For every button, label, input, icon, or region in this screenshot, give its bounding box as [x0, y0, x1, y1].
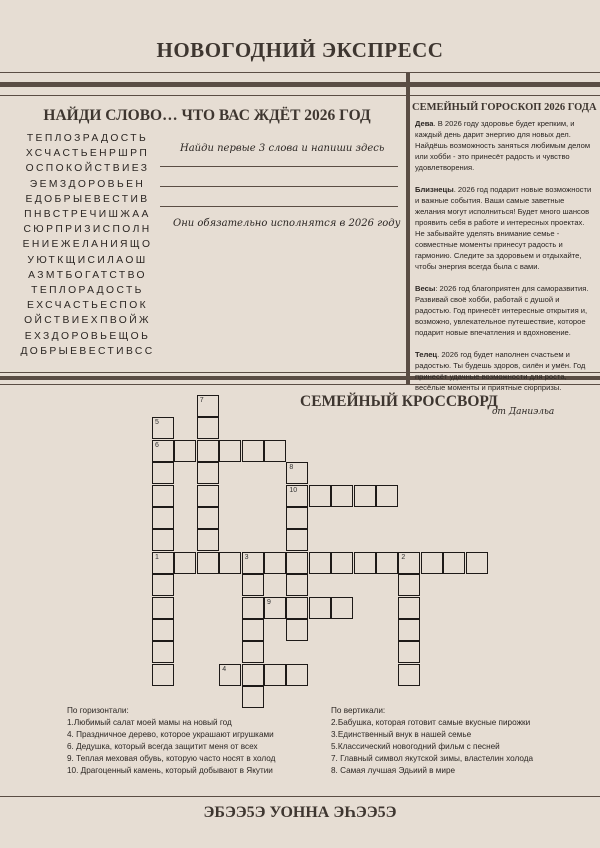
wordsearch-row: УЮТКЩИСИЛАОШ [27, 254, 148, 266]
footer-text: ЭБЭЭ5Э УОННА ЭҺЭЭ5Э [203, 804, 397, 821]
clue: 9. Теплая меховая обувь, которую часто носят в холод [67, 754, 276, 763]
hint-bottom: Они обязательно исполнятся в 2026 году [173, 218, 401, 229]
crossword-cell[interactable] [398, 552, 420, 574]
crossword-cell[interactable] [309, 485, 331, 507]
clue-number: 3 [244, 553, 249, 561]
horoscope-title: СЕМЕЙНЫЙ ГОРОСКОП 2026 ГОДА [412, 102, 597, 113]
crossword-cell[interactable] [443, 552, 465, 574]
crossword-cell[interactable] [242, 597, 264, 619]
crossword-cell[interactable] [398, 574, 420, 596]
page-title: НОВОГОДНИЙ ЭКСПРЕСС [156, 38, 444, 62]
sign-name: Близнецы [415, 185, 454, 194]
crossword-cell[interactable] [309, 552, 331, 574]
crossword-cell[interactable] [286, 574, 308, 596]
crossword-cell[interactable] [286, 462, 308, 484]
horoscope-entry [415, 349, 595, 393]
crossword-cell[interactable] [286, 507, 308, 529]
wordsearch-row: АЗМТБОГАТСТВО [28, 269, 147, 281]
clue: 1.Любимый салат моей мамы на новый год [67, 718, 232, 727]
crossword-cell[interactable] [354, 552, 376, 574]
clue-number: 6 [155, 441, 159, 449]
sign-text: . В 2026 году здоровье будет крепким, и каждый день дарит энергию для новых дел. Найдёшь возможность заняться любимым делом или хобби - это принесёт радость и чувство удовлетворения. [415, 119, 591, 172]
crossword-cell[interactable] [152, 664, 174, 686]
divider [0, 72, 600, 73]
crossword-author: от Даниэльа [492, 407, 555, 417]
crossword-cell[interactable] [152, 597, 174, 619]
crossword-cell[interactable] [309, 597, 331, 619]
clue: 4. Праздничное дерево, которое украшают игрушками [67, 730, 274, 739]
wordsearch-row: ТЕПЛОРАДОСТЬ [31, 285, 144, 297]
crossword-cell[interactable] [331, 597, 353, 619]
wordsearch-title: НАЙДИ СЛОВО… ЧТО ВАС ЖДЁТ 2026 ГОД [43, 107, 371, 124]
crossword-cell[interactable] [197, 552, 219, 574]
clue-number: 4 [222, 665, 227, 673]
crossword-cell[interactable] [152, 529, 174, 551]
answer-line[interactable] [160, 206, 398, 207]
horoscope-entry [415, 118, 595, 173]
crossword-cell[interactable] [398, 664, 420, 686]
crossword-cell[interactable] [152, 440, 174, 462]
crossword-cell[interactable] [174, 440, 196, 462]
wordsearch-row: ОСПОКОЙСТВИЕЗ [25, 163, 150, 175]
crossword-cell[interactable] [466, 552, 488, 574]
sign-text: . 2026 год будет наполнен счастьем и радостью. Ты будешь здоров, силён и умён. Год принесёт удачные возможности для роста, весёлые моменты и приятные сюрпризы. [415, 350, 586, 392]
crossword-cell[interactable] [152, 485, 174, 507]
wordsearch-row: ПНВСТРЕЧИШЖАА [24, 209, 151, 221]
crossword-cell[interactable] [242, 641, 264, 663]
crossword-cell[interactable] [197, 417, 219, 439]
clue-number: 2 [401, 553, 406, 561]
wordsearch-grid [20, 131, 155, 359]
horoscope-entry [415, 283, 595, 338]
crossword-cell[interactable] [152, 619, 174, 641]
clue-number: 9 [267, 598, 271, 606]
crossword-cell[interactable] [376, 485, 398, 507]
crossword-cell[interactable] [286, 485, 308, 507]
clues-down [331, 705, 533, 777]
crossword-title: СЕМЕЙНЫЙ КРОССВОРД [300, 393, 498, 410]
crossword-cell[interactable] [331, 485, 353, 507]
divider [0, 82, 600, 87]
crossword-cell[interactable] [174, 552, 196, 574]
crossword-cell[interactable] [219, 664, 241, 686]
wordsearch-row: ЕХЗДОРОВЬЕЩОЬ [24, 330, 151, 342]
crossword-cell[interactable] [152, 552, 174, 574]
wordsearch-row: ХСЧАСТЬЕНРШРП [25, 148, 150, 160]
crossword-cell[interactable] [197, 440, 219, 462]
answer-line[interactable] [160, 166, 398, 167]
clue-number: 10 [289, 486, 298, 494]
crossword-cell[interactable] [219, 552, 241, 574]
wordsearch-row: ТЕПЛОЗРАДОСТЬ [26, 133, 149, 144]
crossword-cell[interactable] [152, 462, 174, 484]
clue-number: 8 [289, 464, 294, 472]
sign-text: . 2026 год подарит новые возможности и важные события. Ваши самые заветные желания могут исполниться! Будет много шансов проявить себя в работе и интересных проектах. Не забывайте уделять внимание семье - совместные моменты принесут радость и гармонию. Следите за здоровьем и отдыхайте, чтобы энергия всегда была с вами. [415, 185, 592, 271]
crossword-cell[interactable] [398, 641, 420, 663]
wordsearch-row: СЮРПРИЗИСПОЛН [23, 224, 152, 236]
clues-down-title: По вертикали: [331, 706, 386, 715]
clues-across-title: По горизонтали: [67, 706, 129, 715]
crossword-cell[interactable] [264, 440, 286, 462]
crossword-cell[interactable] [286, 597, 308, 619]
divider [0, 95, 600, 96]
crossword-cell[interactable] [152, 417, 174, 439]
wordsearch-row: ЕХСЧАСТЬЕСПОК [26, 300, 149, 312]
wordsearch-row: ЭЕМЗДОРОВЬЕН [29, 178, 146, 190]
crossword-cell[interactable] [331, 552, 353, 574]
clue: 7. Главный символ якутской зимы, властелин холода [331, 754, 534, 763]
clue: 3.Единственный внук в нашей семье [331, 730, 472, 739]
wordsearch-row: ОЙСТВИЕХПВОЙЖ [24, 315, 151, 327]
clue-number: 1 [155, 553, 159, 561]
crossword-cell[interactable] [398, 597, 420, 619]
crossword-cell[interactable] [264, 597, 286, 619]
clue: 8. Самая лучшая Эдьиий в мире [331, 766, 456, 775]
sign-name: Весы [415, 284, 436, 293]
crossword-cell[interactable] [152, 574, 174, 596]
clue: 5.Классический новогодний фильм с песней [331, 742, 500, 751]
crossword-cell[interactable] [197, 485, 219, 507]
horoscope-entry [415, 184, 595, 272]
clue-number: 7 [199, 397, 204, 404]
crossword-cell[interactable] [197, 462, 219, 484]
crossword-cell[interactable] [286, 529, 308, 551]
crossword-cell[interactable] [197, 507, 219, 529]
hint-top: Найди первые 3 слова и напиши здесь [180, 143, 385, 154]
crossword-cell[interactable] [376, 552, 398, 574]
crossword-cell[interactable] [152, 507, 174, 529]
wordsearch-row: ЕДОБРЫЕВЕСТИВ [25, 193, 150, 205]
clues-across [67, 705, 275, 777]
horoscope-list [415, 118, 595, 404]
crossword-cell[interactable] [242, 552, 264, 574]
sign-name: Дева [415, 119, 434, 128]
divider [406, 72, 410, 385]
clue: 2.Бабушка, которая готовит самые вкусные пирожки [331, 718, 531, 727]
crossword-cell[interactable] [197, 395, 219, 417]
clue: 10. Драгоценный камень, который добывают в Якутии [67, 766, 273, 775]
clue: 6. Дедушка, который всегда защитит меня от всех [67, 742, 258, 751]
answer-line[interactable] [160, 186, 398, 187]
crossword-cell[interactable] [264, 664, 286, 686]
crossword-cell[interactable] [242, 619, 264, 641]
sign-text: : 2026 год благоприятен для саморазвития. Развивай своё хобби, работай с душой и радостью. Год принесёт интересные открытия и, возможно, увлекательное путешествие, которое подарит новые впечатления и вдохновение. [415, 284, 589, 337]
divider [0, 796, 600, 797]
crossword-cell[interactable] [421, 552, 443, 574]
crossword-cell[interactable] [398, 619, 420, 641]
crossword-cell[interactable] [264, 552, 286, 574]
crossword-cell[interactable] [354, 485, 376, 507]
crossword-cell[interactable] [152, 641, 174, 663]
crossword-cell[interactable] [286, 619, 308, 641]
wordsearch-row: ЕНИЕЖЕЛАНИЯЩО [22, 239, 153, 251]
crossword-cell[interactable] [242, 574, 264, 596]
crossword-cell[interactable] [197, 529, 219, 551]
crossword-cell[interactable] [219, 440, 241, 462]
sign-name: Телец [415, 350, 438, 359]
wordsearch-row: ДОБРЫЕВЕСТИВСС [20, 345, 155, 357]
clue-number: 5 [155, 419, 159, 427]
crossword-cell[interactable] [242, 440, 264, 462]
crossword-cell[interactable] [242, 664, 264, 686]
crossword-cell[interactable] [286, 552, 308, 574]
crossword-cell[interactable] [286, 664, 308, 686]
